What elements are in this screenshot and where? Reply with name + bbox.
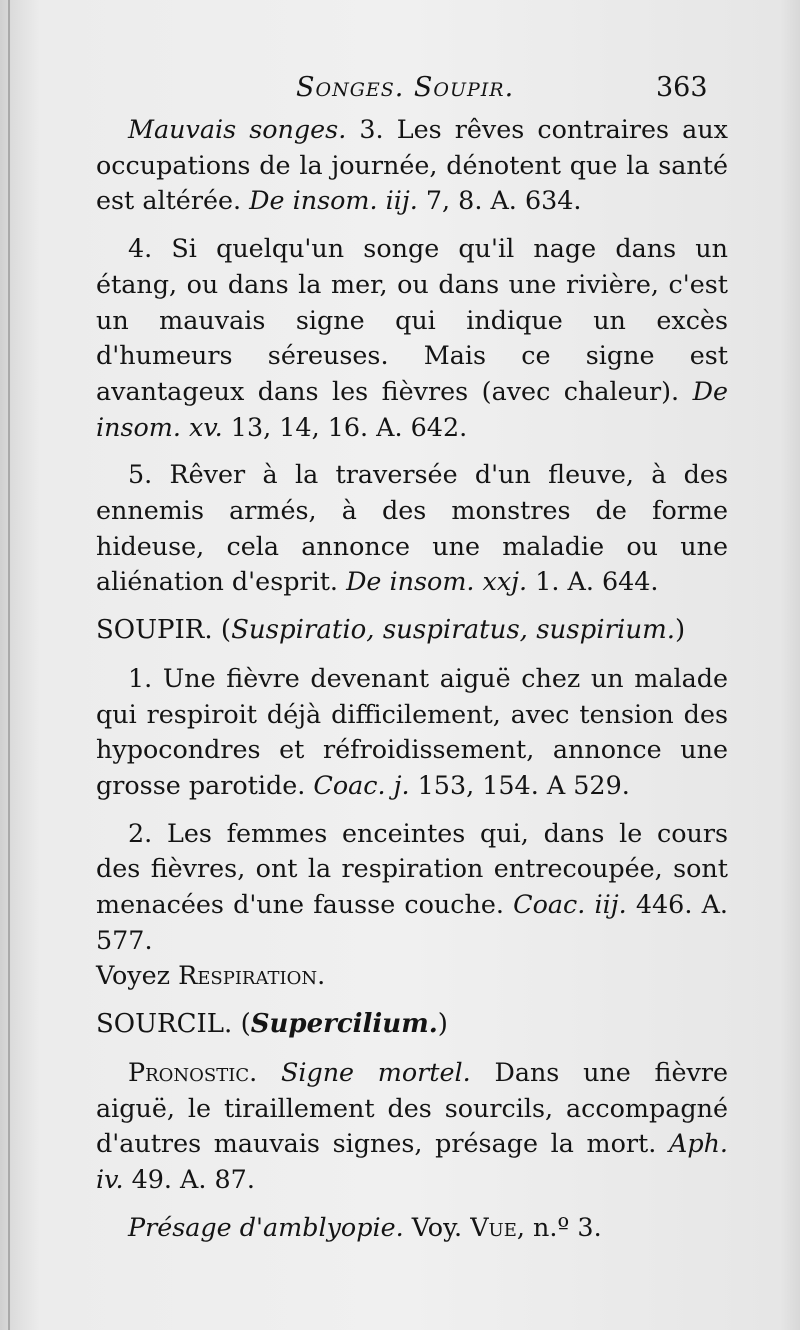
- paragraph-text: 5. Rêver à la traversée d'un fleuve, à des ennemis armés, à des monstres de forme hideuse, cela annonce une maladie ou une aliénation d'esprit.: [96, 459, 728, 597]
- paragraph-text: 4. Si quelqu'un songe qu'il nage dans un étang, ou dans la mer, ou dans une rivière, c'est un mauvais signe qui indique un excès d'humeurs séreuses. Mais ce signe est avantageux dans les fièvres (avec chaleur).: [96, 233, 728, 406]
- paragraph-text: Dans une fièvre aiguë, le tiraillement des sourcils, accompagné d'autres mauvais signes, présage la mort.: [96, 1056, 728, 1159]
- heading-sourcil: [96, 1007, 728, 1043]
- latin-terms: Suspiratio, suspiratus, suspirium.: [231, 615, 675, 646]
- paren-close: ): [675, 615, 686, 646]
- paragraph-5: [96, 457, 728, 600]
- reference: Coac. iij.: [513, 889, 627, 920]
- entry-lead: Pronostic.: [128, 1056, 258, 1087]
- reference-numbers: 49. A. 87.: [123, 1163, 255, 1194]
- heading-word: SOUPIR.: [96, 615, 213, 646]
- reference-numbers: 13, 14, 16. A. 642.: [222, 411, 468, 442]
- reference: Aph. iv.: [96, 1128, 728, 1194]
- paragraph-text: 2. Les femmes enceintes qui, dans le cours des fièvres, ont la respiration entrecoupée, sont menacées d'une fausse couche.: [96, 817, 728, 920]
- reference: Coac. j.: [313, 769, 410, 800]
- paragraph-text: 1. Une fièvre devenant aiguë chez un malade qui respiroit déjà difficilement, avec tension des hypocondres et réfroidissement, annonce une grosse parotide.: [96, 662, 728, 800]
- page-text: [96, 112, 728, 1245]
- reference-numbers: 7, 8. A. 634.: [417, 185, 582, 216]
- paren-close: ): [437, 1009, 448, 1040]
- voyez-label: Voyez: [96, 960, 179, 991]
- voy-label: Voy.: [403, 1211, 471, 1242]
- entry-term: Présage d'amblyopie.: [128, 1211, 404, 1242]
- entry-mauvais-songes: [96, 112, 728, 219]
- page-gutter: [8, 0, 10, 1330]
- heading-soupir: [96, 613, 728, 649]
- soupir-paragraph-1: [96, 661, 728, 804]
- soupir-paragraph-2: [96, 816, 728, 959]
- voyez-target: Respiration.: [178, 960, 326, 991]
- paragraph-4: [96, 231, 728, 445]
- running-head-title: Songes. Soupir.: [296, 72, 515, 103]
- reference: De insom. xv.: [96, 375, 728, 442]
- entry-lead: Mauvais songes.: [128, 114, 347, 144]
- spacer: [257, 1057, 281, 1087]
- voy-number: , n.º 3.: [516, 1211, 602, 1242]
- entry-text: 3. Les rêves contraires aux occupations de la journée, dénotent que la santé est altérée.: [96, 114, 728, 216]
- sourcil-paragraph: [96, 1055, 728, 1198]
- reference: De insom. iij.: [249, 185, 418, 216]
- reference: De insom. xxj.: [346, 566, 528, 597]
- reference-numbers: 153, 154. A 529.: [409, 769, 630, 800]
- paren-open: (: [232, 1009, 251, 1040]
- cross-reference: [96, 958, 728, 994]
- entry-term: Signe mortel.: [280, 1056, 471, 1087]
- paren-open: (: [212, 615, 232, 646]
- reference-numbers: 446. A. 577.: [96, 889, 728, 955]
- page-number: 363: [656, 72, 708, 103]
- latin-terms: Supercilium.: [250, 1009, 438, 1040]
- heading-word: SOURCIL.: [96, 1009, 233, 1040]
- reference-numbers: 1. A. 644.: [527, 566, 659, 597]
- voy-target: Vue: [470, 1211, 517, 1242]
- running-head: [0, 72, 800, 112]
- final-line: [96, 1210, 728, 1246]
